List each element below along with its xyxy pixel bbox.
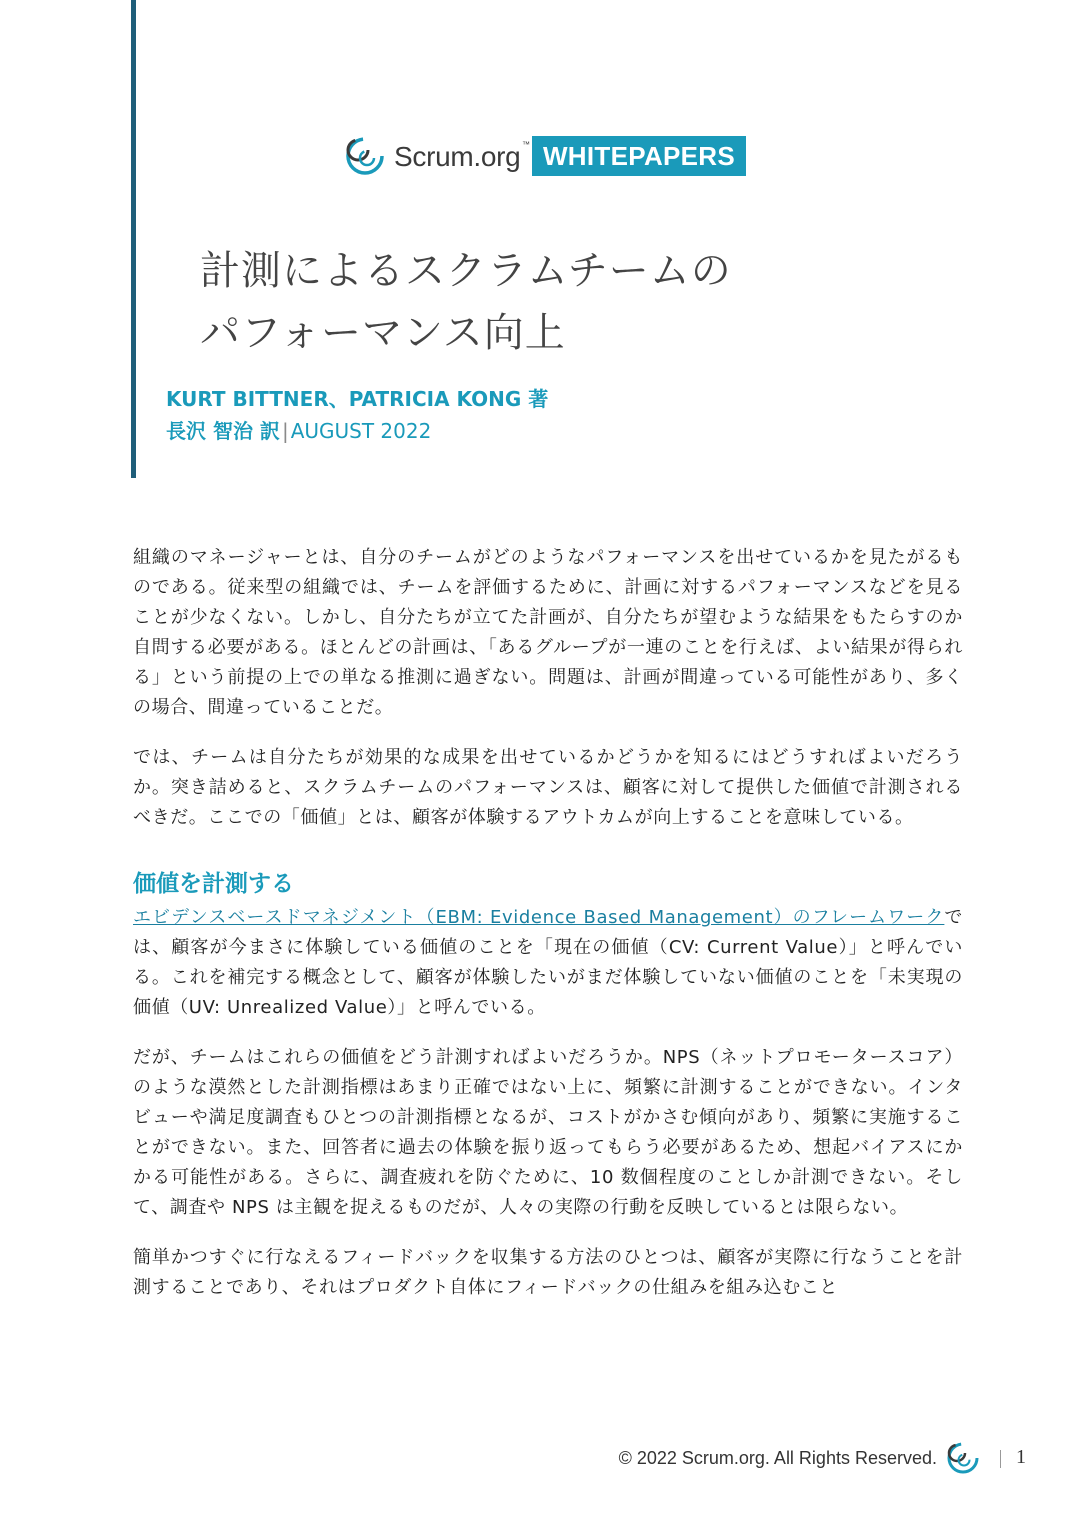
ebm-framework-link[interactable]: エビデンスベースドマネジメント（EBM: Evidence Based Management）のフレームワーク: [133, 907, 945, 928]
title-line-1: 計測によるスクラムチームの: [200, 248, 732, 294]
footer-scrum-swirl-icon: [943, 1440, 983, 1476]
section-heading-measure-value: 価値を計測する: [133, 871, 294, 897]
copyright-notice: © 2022 Scrum.org. All Rights Reserved.: [618, 1448, 937, 1468]
brand-header: [0, 134, 1088, 182]
title-line-2: パフォーマンス向上: [200, 310, 566, 356]
byline: [166, 383, 548, 447]
whitepapers-badge: WHITEPAPERS: [532, 136, 746, 176]
page-number: 1: [1016, 1446, 1026, 1468]
left-accent-bar: [131, 0, 136, 478]
page-title: [200, 240, 732, 364]
scrum-swirl-icon: [341, 134, 391, 178]
paragraph-5: 簡単かつすぐに行なえるフィードバックを収集する方法のひとつは、顧客が実際に行なうことを計測することであり、それはプロダクト自体にフィードバックの仕組みを組み込むこと: [133, 1247, 963, 1298]
author-names: KURT BITTNER、PATRICIA KONG 著: [166, 387, 549, 411]
paragraph-2: では、チームは自分たちが効果的な成果を出せているかどうかを知るにはどうすればよいだろうか。突き詰めると、スクラムチームのパフォーマンスは、顧客に対して提供した価値で計測されるべきだ。ここでの「価値」とは、顧客が体験するアウトカムが向上することを意味している。: [133, 747, 963, 828]
translator-date-line: [166, 415, 548, 447]
byline-separator: |: [281, 419, 289, 443]
translator-name: 長沢 智治 訳: [166, 419, 280, 443]
paragraph-3-text: では、顧客が今まさに体験している価値のことを「現在の価値（CV: Current Value）」と呼んでいる。これを補完する概念として、顧客が体験したいがまだ体験していない価値のことを「未実現の価値（UV: Unrealized Value）」と呼んでいる。: [133, 907, 963, 1018]
paragraph-1: 組織のマネージャーとは、自分のチームがどのようなパフォーマンスを出せているかを見たがるものである。従来型の組織では、チームを評価するために、計画に対するパフォーマンスなどを見ることが少なくない。しかし、自分たちが立てた計画が、自分たちが望むような結果をもたらすのか自問する必要がある。ほとんどの計画は、「あるグループが一連のことを行えば、よい結果が得られる」という前提の上での単なる推測に過ぎない。問題は、計画が間違っている可能性があり、多くの場合、間違っていることだ。: [133, 547, 963, 718]
page-footer: [0, 1440, 1088, 1480]
brand-name: Scrum.org: [394, 141, 521, 172]
footer-separator: [1000, 1450, 1001, 1468]
publication-date: AUGUST 2022: [290, 419, 432, 443]
paragraph-4: だが、チームはこれらの価値をどう計測すればよいだろうか。NPS（ネットプロモータースコア）のような漠然とした計測指標はあまり正確ではない上に、頻繁に計測することができない。インタビューや満足度調査もひとつの計測指標となるが、コストがかさむ傾向があり、頻繁に実施することができない。また、回答者に過去の体験を振り返ってもらう必要があるため、想起バイアスにかかる可能性がある。さらに、調査疲れを防ぐために、10 数個程度のことしか計測できない。そして、調査や NPS は主観を捉えるものだが、人々の実際の行動を反映しているとは限らない。: [133, 1047, 963, 1218]
article-body: [133, 543, 963, 1323]
paragraph-3: [133, 903, 963, 1023]
trademark-mark: ™: [522, 140, 530, 149]
